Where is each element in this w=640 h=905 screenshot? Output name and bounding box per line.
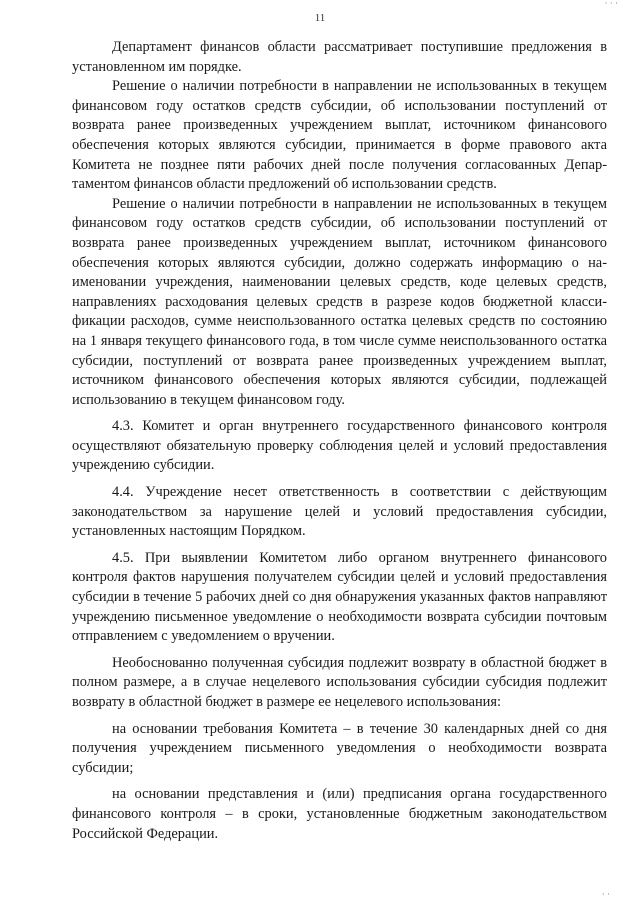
corner-mark-bottom: · · [601,889,610,899]
paragraph-review: Департамент финансов области рассматривает поступившие предложения в установленном им порядке. [72,39,607,75]
paragraph-refund: Необоснованно полученная субсидия подлежит возврату в областной бюджет в полном размере, а в случае нецелевого использования субсидии субсидия подлежит возврату в областной бюджет в размере ее нецелевого использования: [72,654,607,710]
paragraph-refund-control: на основании представления и (или) предписания органа государственного финансового контроля – в сроки, установленные бюджетным законодательством Российской Федерации. [72,786,607,842]
paragraph-refund-committee: на основании требования Комитета – в течение 30 календарных дней со дня получения учреждением письменного уведомления о необходимости возврата субсидии; [72,720,607,776]
paragraph-decision-act: Решение о наличии потребности в направлении не использованных в текущем финансовом году остатков средств субсидии, об использовании поступлений от возврата ранее произведенных учреждением выплат, источником финансового обеспечения которых являются субсидии, принимается в форме правового акта Комитета не позднее пяти рабочих дней после получения согласованных Департаментом финансов области предложений об использовании средств. [72,78,607,193]
paragraph-4-4: 4.4. Учреждение несет ответственность в соответствии с действующим законодательством за нарушение целей и условий предоставления субсидии, установленных настоящим Порядком. [72,484,607,540]
paragraph-decision-content: Решение о наличии потребности в направлении не использованных в текущем финансовом году остатков средств субсидии, об использовании поступлений от возврата ранее произведенных учреждением выплат, источником финансового обеспечения которых являются субсидии, должно содержать информацию о наименовании учреждения, наименовании целевых средств, коде целевых средств, направлениях расходования целевых средств в разрезе кодов бюджетной классификации расходов, сумме неиспользованного остатка целевых средств по состоянию на 1 января текущего финансового года, в том числе сумме неиспользованного остатка субсидии, поступлений от возврата ранее произведенных учреждением выплат, источником финансового обеспечения которых являются субсидии, подлежащей использованию в текущем финансовом году. [72,195,607,408]
page-number: 11 [314,12,326,24]
paragraph-4-3: 4.3. Комитет и орган внутреннего государственного финансового контроля осуществляют обязательную проверку соблюдения целей и условий предоставления учреждению субсидии. [72,418,607,474]
paragraph-4-5: 4.5. При выявлении Комитетом либо органом внутреннего финансового контроля фактов нарушения получателем субсидии целей и условий предоставления субсидии в течение 5 рабочих дней со дня обнаружения указанных фактов направляют учреждению письменное уведомление о необходимости возврата субсидии почтовым отправлением с уведомлением о вручении. [72,549,607,645]
corner-mark-top: · · · [604,0,618,8]
document-body [72,38,607,844]
